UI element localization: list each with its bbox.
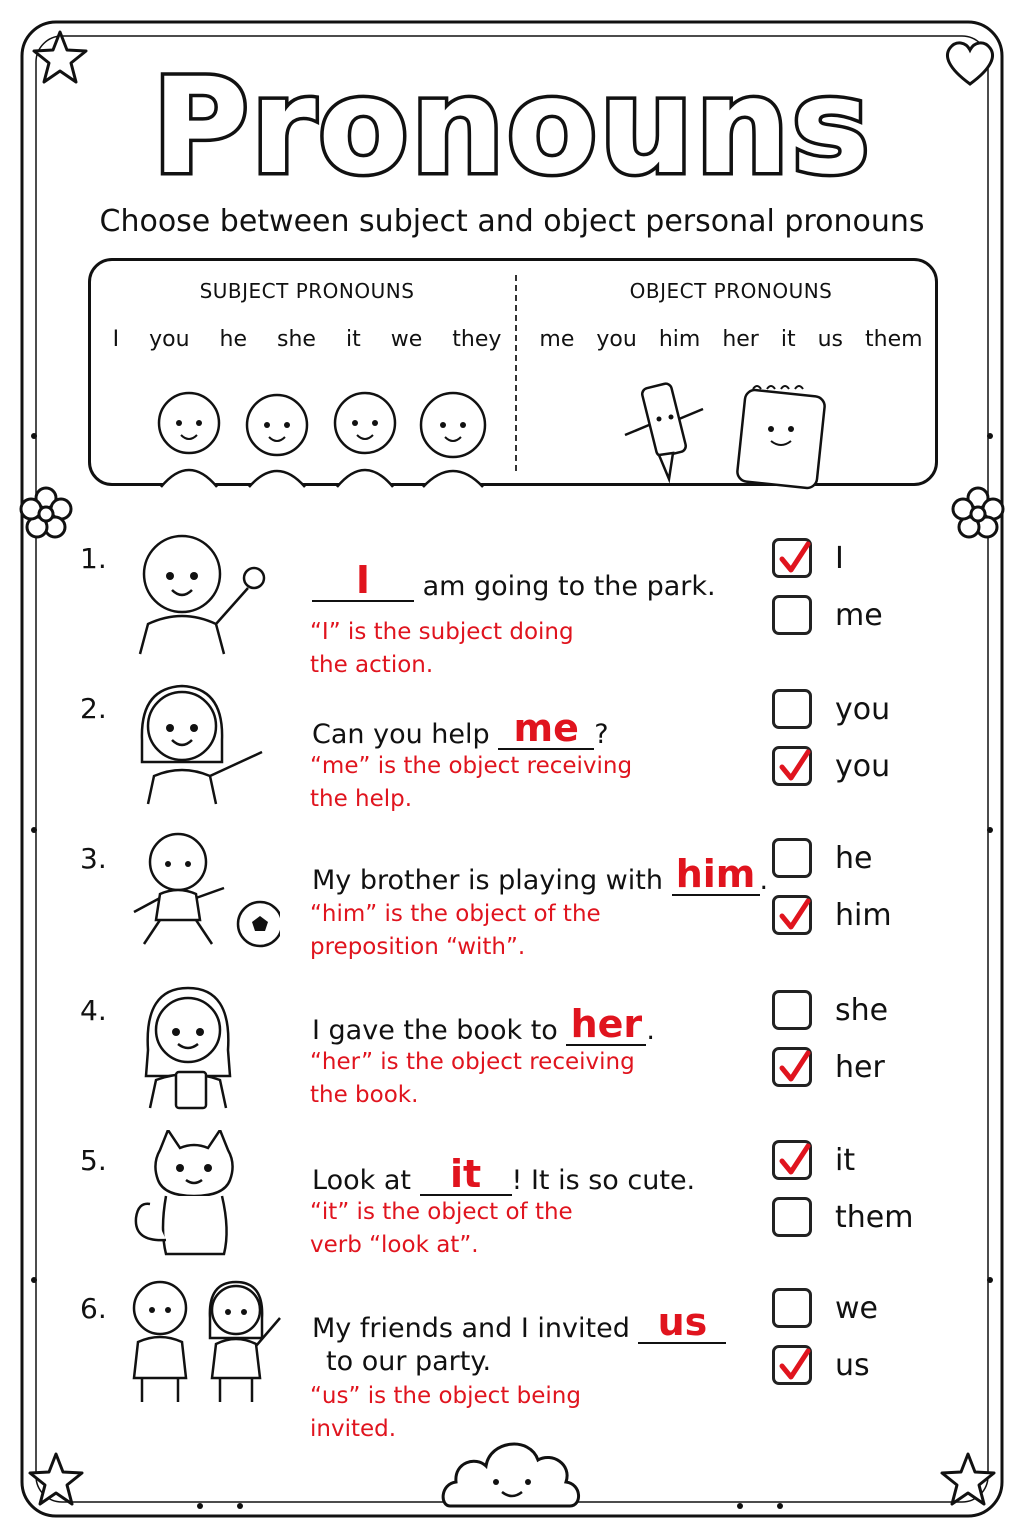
question-number: 4.	[80, 994, 107, 1027]
pronoun-word: we	[390, 327, 423, 352]
pronoun-reference-box	[88, 258, 938, 486]
choice-label: her	[835, 1049, 885, 1085]
question-sentence: My brother is playing with him .	[312, 852, 769, 896]
checkbox[interactable]	[772, 538, 812, 578]
answer-explanation: “it” is the object of the verb “look at”.	[310, 1199, 573, 1258]
checkmark-icon	[777, 898, 811, 934]
star-icon	[936, 1448, 1000, 1512]
pronoun-word: she	[277, 327, 316, 352]
checkmark-icon	[777, 541, 811, 577]
question-number: 5.	[80, 1144, 107, 1177]
star-icon	[24, 1448, 88, 1512]
choice-option[interactable]	[772, 990, 888, 1030]
answer-blank[interactable]: I	[312, 560, 414, 602]
choice-option[interactable]	[772, 1047, 888, 1087]
flower-icon	[948, 484, 1008, 544]
object-pronouns-column	[531, 279, 931, 352]
checkbox[interactable]	[772, 1047, 812, 1087]
choice-option[interactable]	[772, 838, 892, 878]
answer-blank[interactable]: us	[638, 1302, 726, 1344]
subject-pronouns-column	[107, 279, 507, 352]
checkbox[interactable]	[772, 895, 812, 935]
pronoun-word: he	[219, 327, 248, 352]
choice-option[interactable]	[772, 1140, 913, 1180]
choice-option[interactable]	[772, 1288, 878, 1328]
answer-blank[interactable]: it	[420, 1154, 512, 1196]
choice-label: him	[835, 897, 892, 933]
choice-label: them	[835, 1199, 914, 1235]
choice-option[interactable]	[772, 538, 883, 578]
checkbox[interactable]	[772, 595, 812, 635]
answer-choices	[772, 538, 883, 652]
object-pronouns-heading: OBJECT PRONOUNS	[629, 279, 833, 303]
answer-blank[interactable]: her	[566, 1004, 646, 1046]
answer-choices	[772, 1288, 878, 1402]
answer-blank[interactable]: me	[498, 708, 594, 750]
choice-option[interactable]	[772, 1197, 913, 1237]
question-sentence-line2: to our party.	[326, 1346, 492, 1377]
question-sentence: Look at it ! It is so cute.	[312, 1152, 696, 1196]
pronoun-word: us	[817, 327, 844, 352]
answer-choices	[772, 990, 888, 1104]
answer-explanation: “I” is the subject doing the action.	[310, 619, 574, 678]
choice-label: us	[835, 1347, 870, 1383]
answer-choices	[772, 689, 890, 803]
answer-explanation: “us” is the object being invited.	[310, 1383, 581, 1442]
question-number: 3.	[80, 842, 107, 875]
subject-pronouns-heading: SUBJECT PRONOUNS	[199, 279, 415, 303]
pronoun-word: me	[539, 327, 575, 352]
checkbox[interactable]	[772, 838, 812, 878]
question-number: 6.	[80, 1292, 107, 1325]
pronoun-word: her	[722, 327, 759, 352]
cat-illustration	[120, 1130, 280, 1260]
checkbox[interactable]	[772, 1345, 812, 1385]
question-sentence: My friends and I invited us	[312, 1304, 726, 1346]
answer-choices	[772, 838, 892, 952]
boy-waving-illustration	[120, 528, 280, 658]
checkbox[interactable]	[772, 990, 812, 1030]
checkmark-icon	[777, 1348, 811, 1384]
choice-label: it	[835, 1142, 856, 1178]
question-number: 1.	[80, 542, 107, 575]
pronoun-word: them	[865, 327, 923, 352]
pronoun-word: you	[149, 327, 190, 352]
checkbox[interactable]	[772, 1140, 812, 1180]
pronoun-word: him	[658, 327, 701, 352]
subject-pronouns-list	[107, 327, 507, 352]
question-sentence: I gave the book to her .	[312, 1002, 655, 1046]
choice-label: me	[835, 597, 883, 633]
pronoun-word: they	[452, 327, 502, 352]
choice-label: we	[835, 1290, 878, 1326]
boy-playing-ball-illustration	[120, 828, 280, 958]
answer-choices	[772, 1140, 913, 1254]
checkmark-icon	[777, 1050, 811, 1086]
choice-option[interactable]	[772, 595, 883, 635]
children-illustration	[137, 383, 507, 489]
checkbox[interactable]	[772, 746, 812, 786]
pronoun-word: you	[596, 327, 637, 352]
pronoun-word: I	[112, 327, 120, 352]
object-pronouns-list	[531, 327, 931, 352]
choice-label: he	[835, 840, 873, 876]
girl-pointing-illustration	[120, 678, 280, 808]
page-subtitle: Choose between subject and object personal pronouns	[99, 204, 925, 239]
choice-label: I	[835, 540, 844, 576]
checkbox[interactable]	[772, 1197, 812, 1237]
notebook-character-icon	[727, 379, 837, 491]
checkbox[interactable]	[772, 1288, 812, 1328]
choice-label: she	[835, 992, 889, 1028]
pronoun-word: it	[780, 327, 796, 352]
answer-blank[interactable]: him	[672, 854, 760, 896]
answer-explanation: “him” is the object of the preposition “with”.	[310, 901, 601, 960]
choice-option[interactable]	[772, 1345, 878, 1385]
pencil-character-icon	[615, 375, 715, 491]
question-sentence: Can you help me ?	[312, 706, 609, 750]
answer-explanation: “her” is the object receiving the book.	[310, 1049, 635, 1108]
answer-explanation: “me” is the object receiving the help.	[310, 753, 633, 812]
divider	[515, 275, 517, 471]
choice-label: you	[835, 748, 891, 784]
choice-option[interactable]	[772, 689, 890, 729]
pronoun-word: it	[345, 327, 361, 352]
choice-option[interactable]	[772, 895, 892, 935]
choice-label: you	[835, 691, 891, 727]
page-title: Pronouns	[152, 50, 872, 204]
question-number: 2.	[80, 692, 107, 725]
checkmark-icon	[777, 1143, 811, 1179]
question-sentence: I am going to the park.	[312, 562, 716, 604]
checkbox[interactable]	[772, 689, 812, 729]
two-friends-illustration	[120, 1278, 290, 1408]
checkmark-icon	[777, 749, 811, 785]
girl-with-book-illustration	[120, 980, 280, 1110]
flower-icon	[16, 484, 76, 544]
choice-option[interactable]	[772, 746, 890, 786]
